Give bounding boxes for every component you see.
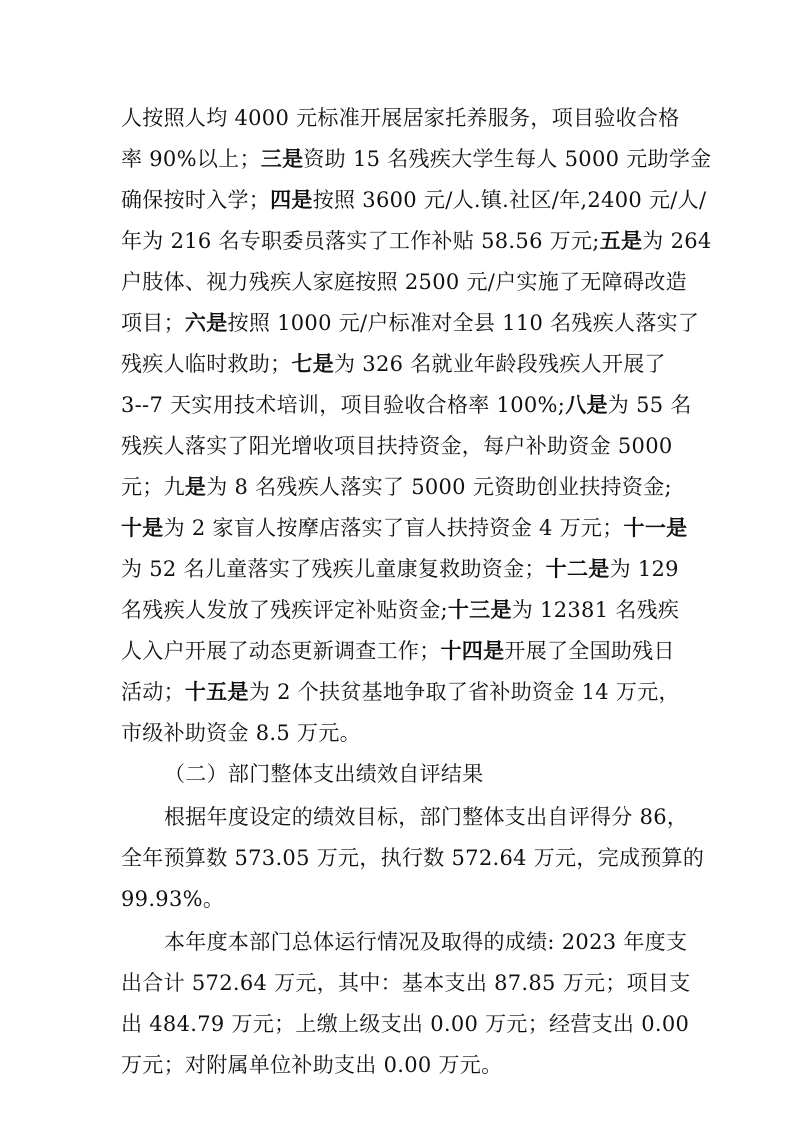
text-line: 本年度本部门总体运行情况及取得的成绩: 2023 年度支 [164, 930, 688, 954]
text-run: 活动； [121, 680, 185, 704]
text-line: 出 484.79 万元；上缴上级支出 0.00 万元；经营支出 0.00 [121, 1012, 690, 1036]
text-run: 年为 216 名专职委员落实了工作补贴 58.56 万元; [121, 229, 600, 253]
text-line [121, 426, 681, 466]
text-line [121, 713, 681, 753]
text-line: 出合计 572.64 万元，其中：基本支出 87.85 万元；项目支 [121, 971, 691, 995]
text-run: 元；九 [121, 475, 185, 499]
text-run: 按照 1000 元/户标准对全县 110 名残疾人落实了 [227, 311, 700, 335]
ordinal-label: 十一是 [623, 515, 688, 540]
text-line [121, 385, 692, 425]
ordinal-label: 是 [184, 474, 207, 499]
text-run: 人按照人均 4000 元标准开展居家托养服务，项目验收合格 [121, 106, 680, 130]
ordinal-label: 六是 [184, 310, 228, 335]
ordinal-label: 十二是 [545, 556, 610, 581]
ordinal-label: 三是 [260, 146, 304, 171]
text-run: 人入户开展了动态更新调查工作； [121, 639, 441, 663]
text-run: 为 8 名残疾人落实了 5000 元资助创业扶持资金; [206, 475, 672, 499]
text-line [121, 221, 712, 261]
section-heading: （二）部门整体支出绩效自评结果 [164, 762, 484, 786]
text-line [121, 467, 681, 507]
ordinal-label: 十是 [121, 515, 164, 540]
text-run: 为 326 名就业年龄段残疾人开展了 [334, 352, 666, 376]
text-line: 全年预算数 573.05 万元，执行数 572.64 万元，完成预算的 [121, 846, 705, 870]
ordinal-label: 十四是 [440, 638, 505, 663]
text-run: 为 2 个扶贫基地争取了省补助资金 14 万元， [248, 680, 680, 704]
text-line [121, 631, 681, 671]
text-run: 户肢体、视力残疾人家庭按照 2500 元/户实施了无障碍改造 [121, 270, 687, 294]
text-run: 为 55 名 [607, 393, 692, 417]
ordinal-label: 五是 [599, 228, 643, 253]
text-run: 为 2 家盲人按摩店落实了盲人扶持资金 4 万元； [163, 516, 624, 540]
text-run: 率 90%以上； [121, 147, 261, 171]
ordinal-label: 十五是 [184, 679, 249, 704]
text-line [121, 344, 681, 384]
text-run: 为 12381 名残疾 [511, 598, 680, 622]
text-line [121, 549, 681, 589]
text-run: 为 52 名儿童落实了残疾儿童康复救助资金； [121, 557, 546, 581]
text-line: 99.93%。 [121, 887, 225, 911]
text-run: 为 129 [609, 557, 679, 581]
ordinal-label: 七是 [291, 351, 335, 376]
text-run: 资助 15 名残疾大学生每人 5000 元助学金 [303, 147, 712, 171]
text-line [121, 590, 681, 630]
text-line: 万元；对附属单位补助支出 0.00 万元。 [121, 1053, 503, 1077]
text-line [121, 139, 712, 179]
text-line [121, 98, 681, 138]
ordinal-label: 十三是 [447, 597, 512, 622]
text-run: 残疾人临时救助； [121, 352, 292, 376]
text-line [121, 180, 707, 220]
text-line [121, 508, 688, 548]
text-line [121, 672, 681, 712]
text-run: 名残疾人发放了残疾评定补贴资金; [121, 598, 448, 622]
text-line: 根据年度设定的绩效目标，部门整体支出自评得分 86， [164, 805, 689, 829]
text-run: 为 264 [642, 229, 712, 253]
text-run: 3--7 天实用技术培训，项目验收合格率 100%; [121, 393, 566, 417]
text-run: 市级补助资金 8.5 万元。 [121, 721, 361, 745]
text-run: 开展了全国助残日 [504, 639, 675, 663]
text-line [121, 262, 687, 302]
text-run: 残疾人落实了阳光增收项目扶持资金，每户补助资金 5000 [121, 434, 673, 458]
ordinal-label: 八是 [565, 392, 608, 417]
text-run: 项目； [121, 311, 185, 335]
text-line [121, 303, 700, 343]
text-run: 确保按时入学； [121, 188, 271, 212]
ordinal-label: 四是 [270, 187, 313, 212]
text-run: 按照 3600 元/人.镇.社区/年,2400 元/人/ [312, 188, 707, 212]
